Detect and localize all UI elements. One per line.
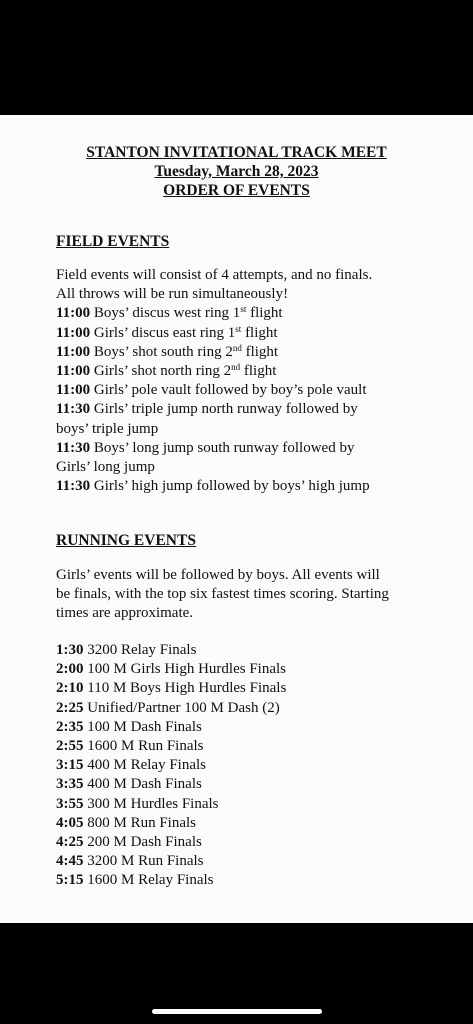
event-time: 2:55 [56, 738, 84, 755]
event-text: 400 M Relay Finals [83, 757, 206, 774]
event-time: 11:30 [56, 478, 91, 495]
event-time: 11:30 [56, 401, 91, 418]
event-time: 1:30 [56, 642, 84, 658]
event-time: 5:15 [56, 872, 84, 889]
running-event-item [56, 699, 426, 718]
ordinal-suffix: st [235, 323, 242, 334]
event-text: 200 M Dash Finals [83, 834, 202, 851]
running-event-item [56, 775, 426, 794]
running-event-item [56, 852, 426, 871]
field-intro-line-2: All throws will be run simultaneously! [56, 286, 289, 303]
field-event-item [56, 324, 426, 343]
field-events-block [56, 266, 426, 496]
event-text: Unified/Partner 100 M Dash (2) [83, 699, 280, 716]
event-text: 110 M Boys High Hurdles Finals [83, 680, 287, 697]
ordinal-suffix: st [240, 304, 247, 315]
event-text: Girls’ triple jump north runway followed by [90, 401, 358, 418]
event-text: Boys’ long jump south runway followed by [90, 439, 355, 456]
running-event-item [56, 641, 426, 660]
event-text: Girls’ shot north ring 2 [90, 363, 232, 380]
event-time: 4:05 [56, 814, 84, 831]
event-text: 3200 M Run Finals [83, 853, 204, 870]
event-time: 11:00 [56, 382, 91, 399]
home-indicator[interactable] [152, 1009, 322, 1014]
document-header [0, 143, 473, 200]
event-text-end: flight [246, 305, 283, 322]
event-time: 2:10 [56, 680, 84, 697]
running-event-item [56, 679, 426, 698]
event-time: 11:00 [56, 324, 91, 341]
event-time: 3:35 [56, 776, 84, 793]
field-event-item [56, 381, 426, 400]
event-text: Girls’ high jump followed by boys’ high jump [90, 478, 370, 495]
running-event-item [56, 660, 426, 679]
event-time: 3:15 [56, 757, 84, 774]
event-time: 3:55 [56, 795, 84, 812]
running-event-item [56, 814, 426, 833]
event-time: 2:35 [56, 718, 84, 735]
event-text: Girls’ pole vault followed by boy’s pole vault [90, 382, 367, 399]
event-text: 300 M Hurdles Finals [83, 795, 219, 812]
event-time: 11:00 [56, 305, 91, 322]
ordinal-suffix: nd [232, 342, 242, 353]
meet-title: STANTON INVITATIONAL TRACK MEET [86, 144, 387, 161]
running-events-list [56, 641, 426, 891]
event-time: 2:25 [56, 699, 84, 716]
field-event-item [56, 439, 426, 458]
event-text: 3200 Relay Finals [83, 642, 197, 658]
event-time: 4:45 [56, 853, 84, 870]
event-text-end: flight [240, 363, 277, 380]
field-event-item [56, 362, 426, 381]
event-text: Boys’ shot south ring 2 [90, 343, 233, 360]
running-events-title: RUNNING EVENTS [56, 532, 196, 549]
running-intro-line-1: Girls’ events will be followed by boys. All events will [56, 567, 380, 583]
field-intro-line-1: Field events will consist of 4 attempts, and no finals. [56, 267, 373, 283]
event-time: 11:30 [56, 439, 91, 456]
event-text: Boys’ discus west ring 1 [90, 305, 241, 322]
field-event-continuation: boys’ triple jump [56, 420, 159, 437]
event-text: 100 M Girls High Hurdles Finals [83, 661, 286, 678]
running-intro-line-2: be finals, with the top six fastest times scoring. Starting [56, 586, 389, 603]
order-of-events-heading: ORDER OF EVENTS [163, 182, 310, 199]
event-text: 1600 M Run Finals [83, 738, 204, 755]
event-time: 4:25 [56, 834, 84, 851]
field-event-item [56, 400, 426, 419]
field-event-item [56, 343, 426, 362]
event-text: 100 M Dash Finals [83, 718, 202, 735]
event-text-end: flight [241, 324, 278, 341]
event-text: 800 M Run Finals [83, 814, 197, 831]
running-event-item [56, 737, 426, 756]
event-time: 11:00 [56, 343, 91, 360]
ordinal-suffix: nd [231, 362, 241, 373]
event-time: 2:00 [56, 661, 84, 678]
field-event-item [56, 477, 426, 496]
event-text-end: flight [241, 343, 279, 360]
running-event-item [56, 833, 426, 852]
event-text: 1600 M Relay Finals [83, 872, 214, 889]
running-event-item [56, 718, 426, 737]
running-event-item [56, 756, 426, 775]
meet-date: Tuesday, March 28, 2023 [154, 163, 319, 180]
event-time: 11:00 [56, 363, 91, 380]
running-intro-block [56, 566, 426, 624]
running-event-item [56, 871, 426, 890]
running-intro-line-3: times are approximate. [56, 605, 194, 622]
document-page [0, 115, 473, 923]
running-event-item [56, 795, 426, 814]
event-text: 400 M Dash Finals [83, 776, 202, 793]
event-text: Girls’ discus east ring 1 [90, 324, 236, 341]
field-event-continuation: Girls’ long jump [56, 459, 155, 476]
field-events-title: FIELD EVENTS [56, 233, 170, 250]
field-event-item [56, 304, 426, 323]
